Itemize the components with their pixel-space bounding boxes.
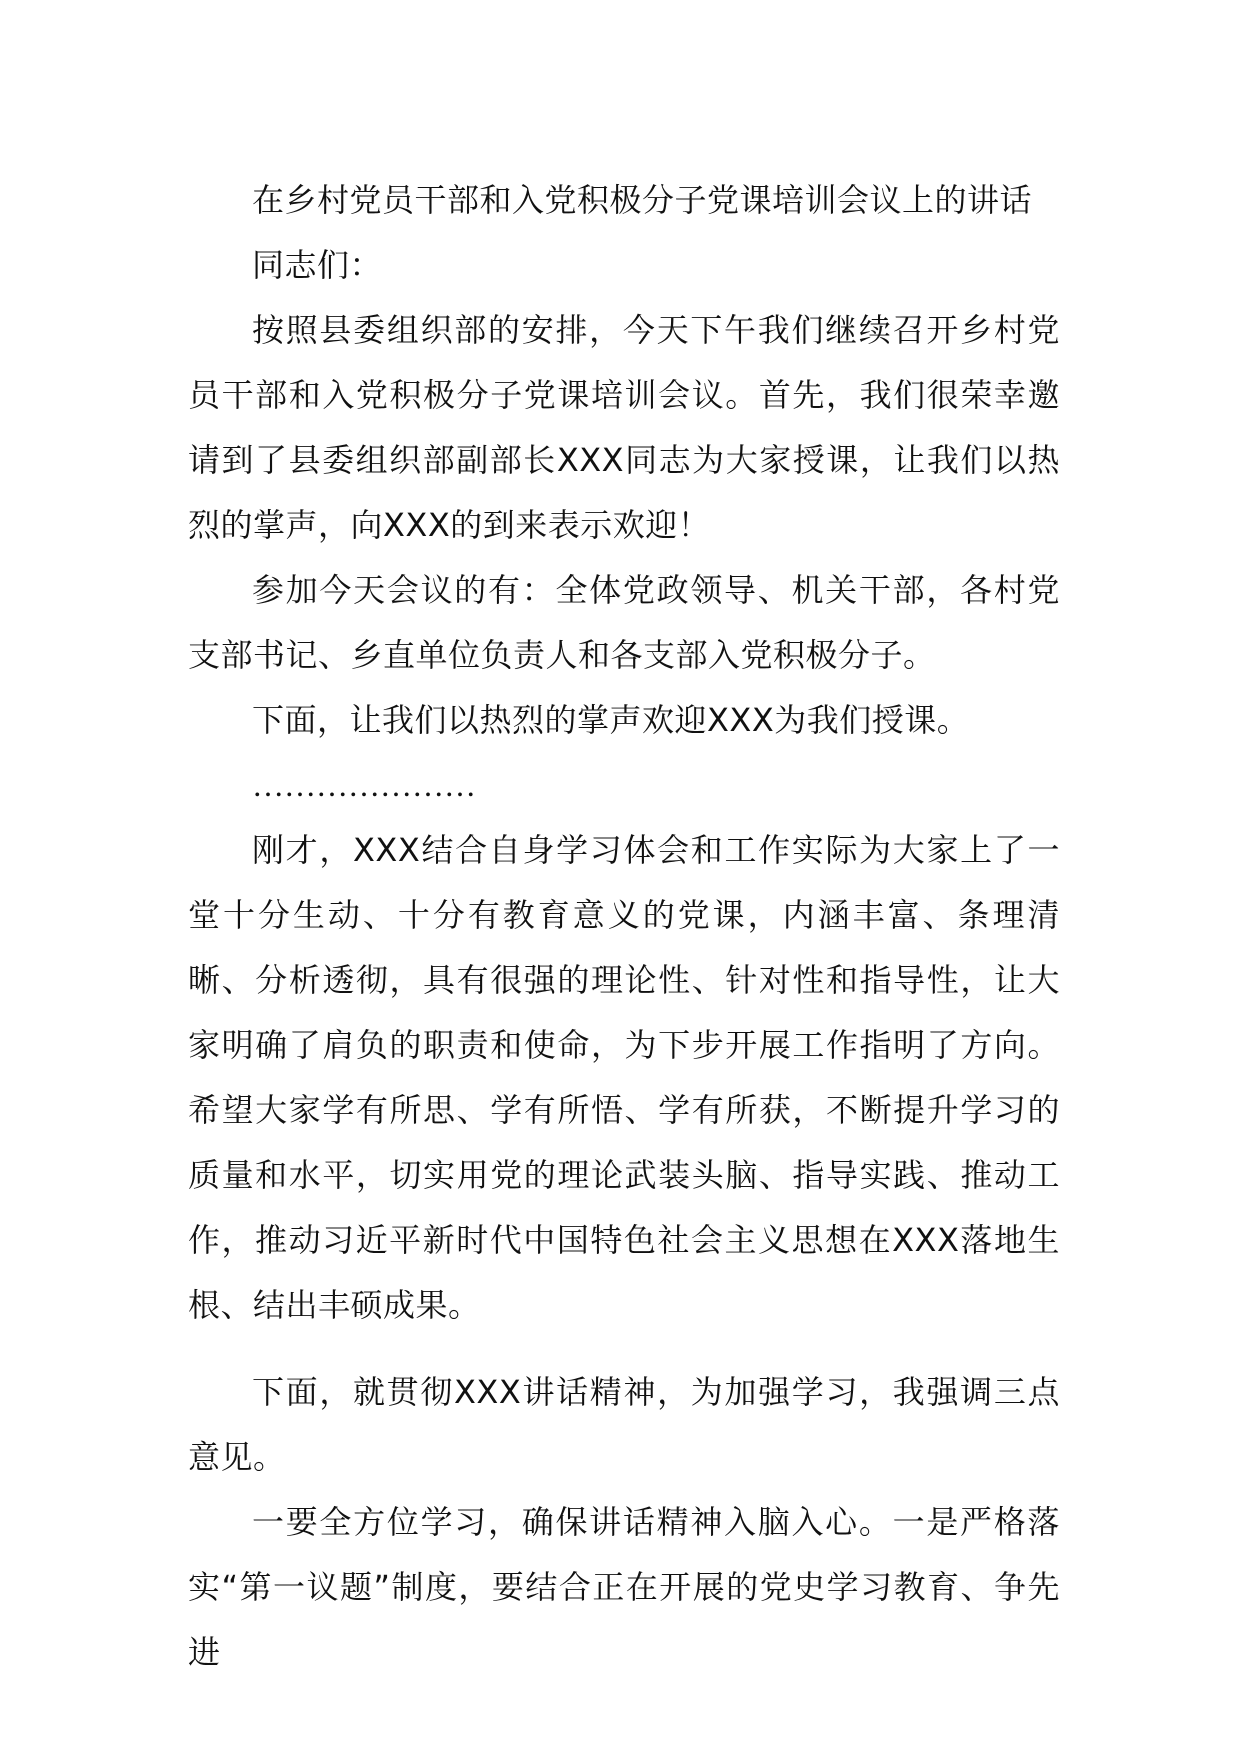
paragraph-invitation: 按照县委组织部的安排，今天下午我们继续召开乡村党员干部和入党积极分子党课培训会议。首先，我们很荣幸邀请到了县委组织部副部长XXX同志为大家授课，让我们以热烈的掌声，向XXX的到来表示欢迎！ — [188, 311, 1060, 544]
paragraph-point-one: 一要全方位学习，确保讲话精神入脑入心。一是严格落实“第一议题”制度，要结合正在开展的党史学习教育、争先进 — [188, 1503, 1060, 1671]
paragraph-summary: 刚才，XXX结合自身学习体会和工作实际为大家上了一堂十分生动、十分有教育意义的党课，内涵丰富、条理清晰、分析透彻，具有很强的理论性、针对性和指导性，让大家明确了肩负的职责和使命，为下步开展工作指明了方向。希望大家学有所思、学有所悟、学有所获，不断提升学习的质量和水平，切实用党的理论武装头脑、指导实践、推动工作，推动习近平新时代中国特色社会主义思想在XXX落地生根、结出丰硕成果。 — [188, 831, 1060, 1324]
document-body — [188, 168, 1060, 1685]
ellipsis-separator: ………………… — [252, 767, 476, 803]
document-title: 在乡村党员干部和入党积极分子党课培训会议上的讲话 — [252, 181, 1033, 219]
paragraph-attendees: 参加今天会议的有：全体党政领导、机关干部，各村党支部书记、乡直单位负责人和各支部入党积极分子。 — [188, 571, 1060, 674]
paragraph-welcome-lecturer: 下面，让我们以热烈的掌声欢迎XXX为我们授课。 — [252, 701, 970, 739]
paragraph-three-points-intro: 下面，就贯彻XXX讲话精神，为加强学习，我强调三点意见。 — [188, 1373, 1060, 1476]
salutation: 同志们： — [252, 246, 383, 284]
